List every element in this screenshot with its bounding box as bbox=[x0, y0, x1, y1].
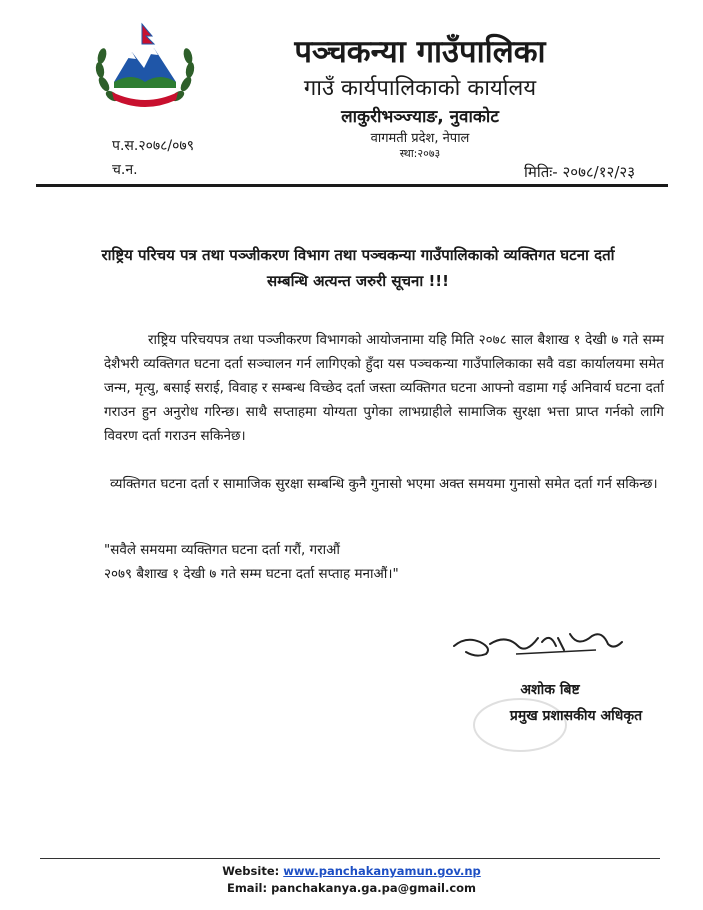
dispatch-number: च.न. bbox=[112, 162, 138, 178]
slogan bbox=[104, 538, 664, 586]
body-paragraph-2: व्यक्तिगत घटना दर्ता र सामाजिक सुरक्षा सम्बन्धि कुनै गुनासो भएमा अक्त समयमा गुनासो समेत दर्ता गर्न सकिन्छ। bbox=[110, 476, 658, 492]
website-link[interactable]: www.panchakanyamun.gov.np bbox=[283, 864, 481, 878]
org-name: पञ्चकन्या गाउँपालिका bbox=[294, 34, 546, 70]
handwritten-signature bbox=[446, 620, 636, 664]
slogan-line-2: २०७९ बैशाख १ देखी ७ गते सम्म घटना दर्ता सप्ताह मनाऔं।" bbox=[104, 566, 399, 582]
government-emblem-icon bbox=[92, 22, 198, 114]
reference-number: प.स.२०७८/०७९ bbox=[112, 138, 194, 154]
notice-subject: राष्ट्रिय परिचय पत्र तथा पञ्जीकरण विभाग तथा पञ्चकन्या गाउँपालिकाको व्यक्तिगत घटना दर्ता सम्बन्धि अत्यन्त जरुरी सूचना !!! bbox=[101, 246, 615, 290]
email-label: Email: bbox=[226, 881, 268, 895]
signatory-title: प्रमुख प्रशासकीय अधिकृत bbox=[509, 708, 643, 724]
website-label: Website: bbox=[222, 864, 280, 878]
footer-website bbox=[0, 864, 703, 878]
footer-email bbox=[0, 881, 703, 895]
body-paragraph-1: राष्ट्रिय परिचयपत्र तथा पञ्जीकरण विभागको आयोजनामा यहि मिति २०७८ साल बैशाख १ देखी ७ गते सम्म देशैभरी व्यक्तिगत घटना दर्ता सञ्चालन गर्न लागिएको हुँदा यस पञ्चकन्या गाउँपालिकाका सवै वडा कार्यालयमा समेत जन्म, मृत्यु, बसाई सराई, विवाह र सम्बन्ध विच्छेद दर्ता जस्ता व्यक्तिगत घटना आफ्नो वडामा गई अनिवार्य घटना दर्ता गराउन हुन अनुरोध गरिन्छ। साथै सप्ताहमा योग्यता पुगेका लाभग्राहीले सामाजिक सुरक्षा भत्ता प्राप्त गर्नको लागि विवरण दर्ता गराउन सकिनेछ। bbox=[104, 332, 664, 444]
slogan-line-1: "सवैले समयमा व्यक्तिगत घटना दर्ता गरौं, गराऔं bbox=[104, 542, 340, 558]
province-line: वागमती प्रदेश, नेपाल bbox=[370, 131, 470, 146]
established-line: स्था:२०७३ bbox=[399, 147, 441, 160]
footer-divider bbox=[40, 858, 660, 859]
office-name: गाउँ कार्यपालिकाको कार्यालय bbox=[303, 76, 537, 101]
office-stamp-icon bbox=[470, 695, 570, 755]
office-address: लाकुरीभञ्ज्याङ, नुवाकोट bbox=[341, 107, 499, 127]
signatory-name: अशोक बिष्ट bbox=[520, 682, 580, 698]
letter-date: मितिः- २०७८/१२/२३ bbox=[523, 163, 635, 181]
email-address[interactable]: panchakanya.ga.pa@gmail.com bbox=[271, 881, 477, 895]
header-divider bbox=[36, 184, 668, 187]
